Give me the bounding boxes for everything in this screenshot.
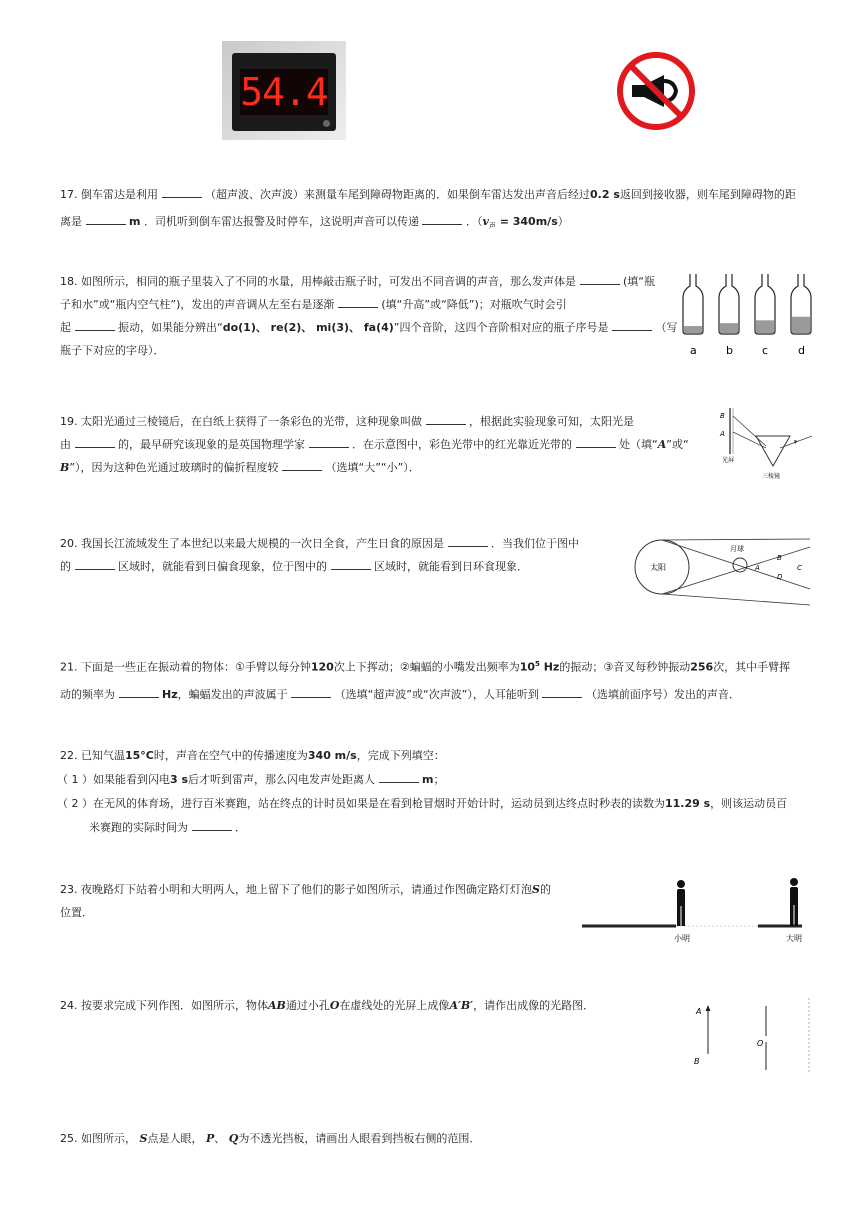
- person-left-icon: [677, 880, 685, 926]
- blank[interactable]: [379, 770, 419, 783]
- blank[interactable]: [75, 557, 115, 570]
- blank[interactable]: [612, 318, 652, 331]
- blank[interactable]: [422, 212, 462, 225]
- blank[interactable]: [75, 318, 115, 331]
- fig23-right-label: 大明: [786, 934, 802, 943]
- question-21: 21. 下面是一些正在振动着的物体：①手臂以每分钟120次上下挥动；②蝙蝠的小嘴发出频率为$10^5$ Hz的振动；③音叉每秒钟振动256次，其中手臂挥 动的频率为 Hz，蝙蝠发出的声波属于 （选填“超声波”或“次声波”），人耳能听到 （选填前面序号）发出的声音．: [60, 660, 791, 701]
- blank[interactable]: [162, 185, 202, 198]
- blank[interactable]: [580, 272, 620, 285]
- pinhole-figure: [690, 996, 815, 1076]
- bottle-water: [720, 323, 738, 333]
- meter-body: [232, 53, 336, 131]
- question-19: 19. 太阳光通过三棱镜后，在白纸上获得了一条彩色的光带，这种现象叫做 ，根据此实验现象可知，太阳光是 由 的，最早研究该现象的是英国物理学家 ．在示意图中，彩色光带中的红光靠近光带的 处（填“A”或“ B”），因为这种色光通过玻璃时的偏折程度较 （选填“大”“小”）．: [60, 410, 689, 479]
- blank[interactable]: [426, 412, 466, 425]
- fig20-label-D: D: [777, 573, 783, 581]
- meter-reading: 54.4: [240, 70, 328, 114]
- blank[interactable]: [448, 534, 488, 547]
- blank[interactable]: [75, 435, 115, 448]
- blank[interactable]: [542, 685, 582, 698]
- bottle-water: [792, 317, 810, 333]
- bottle-label: b: [726, 344, 733, 357]
- blank[interactable]: [282, 458, 322, 471]
- fig23-left-label: 小明: [674, 934, 690, 943]
- no-horn-sign-icon: [614, 51, 698, 131]
- fig24-label-B: B: [694, 1057, 700, 1066]
- blank[interactable]: [309, 435, 349, 448]
- sound-meter-photo: [222, 41, 346, 140]
- bottles-figure: [675, 268, 820, 363]
- fig20-label-C: C: [797, 564, 802, 572]
- question-18: 18. 如图所示，相同的瓶子里装入了不同的水量，用棒敲击瓶子时，可发出不同音调的声音，那么发声体是 (填“瓶 子和水”或“瓶内空气柱”)，发出的声音调从左至右是逐渐 (填“升高”或“降低”)；对瓶吹气时会引 起 振动，如果能分辨出“do(1)、 re(2)、 mi(3)、 fa(4)”四个音阶，这四个音阶相对应的瓶子序号是 （写 瓶子下对应的字母）．: [60, 270, 678, 362]
- blank[interactable]: [119, 685, 159, 698]
- meter-display: [240, 69, 328, 115]
- person-right-icon: [790, 878, 798, 926]
- blank[interactable]: [86, 212, 126, 225]
- blank[interactable]: [291, 685, 331, 698]
- question-25: 25. 如图所示， S点是人眼， P、 Q为不透光挡板，请画出人眼看到挡板右侧的范围．: [60, 1132, 481, 1145]
- blank[interactable]: [338, 295, 378, 308]
- fig24-label-A: A: [696, 1007, 702, 1016]
- question-22: 22. 已知气温15°C时，声音在空气中的传播速度为340 m/s，完成下列填空： （ 1 ）如果能看到闪电3 s后才听到雷声，那么闪电发声处距离人 m； （ 2 ）在无风的体育场，进行百米赛跑，站在终点的计时员如果是在看到枪冒烟时开始计时，运动员到达终点时秒表的读数为11.29 s，则该运动员百 米赛跑的实际时间为 ．: [57, 749, 788, 834]
- fig19-label-B: B: [720, 412, 725, 420]
- meter-light-icon: [323, 120, 330, 127]
- question-20: 20. 我国长江流域发生了本世纪以来最大规模的一次日全食，产生日食的原因是 ．当我们位于图中 的 区域时，就能看到日偏食现象，位于图中的 区域时，就能看到日环食现象．: [60, 532, 579, 578]
- bottle-label: a: [690, 344, 697, 357]
- bottle-water: [684, 326, 702, 333]
- fig19-prism-label: 三棱镜: [762, 473, 781, 480]
- blank[interactable]: [576, 435, 616, 448]
- fig19-screen-label: 光屏: [722, 457, 735, 464]
- shadow-figure: [580, 875, 810, 947]
- fig20-label-A: A: [755, 564, 760, 572]
- bottle-icon: [683, 274, 703, 334]
- question-17: 17. 倒车雷达是利用 （超声波、次声波）来测量车尾到障碍物距离的．如果倒车雷达发出声音后经过0.2 s返回到接收器，则车尾到障碍物的距 离是 m ．司机听到倒车雷达报警及时停车，这说明声音可以传递 ．$(v_声 = 340m/s)$: [60, 183, 796, 238]
- fig24-label-O: O: [757, 1039, 764, 1048]
- blank[interactable]: [192, 818, 232, 831]
- fig20-moon-label: 月球: [730, 545, 744, 553]
- fig20-label-B: B: [777, 554, 782, 562]
- fig19-label-A: A: [720, 430, 725, 438]
- prism-figure: [716, 404, 814, 482]
- bottle-water: [756, 320, 774, 333]
- question-24: 24. 按要求完成下列作图．如图所示，物体AB通过小孔O在虚线处的光屏上成像A′B′，请作出成像的光路图．: [60, 999, 595, 1012]
- blank[interactable]: [331, 557, 371, 570]
- eclipse-figure: [632, 527, 812, 607]
- bottle-label: c: [762, 344, 769, 357]
- fig20-sun-label: 太阳: [650, 563, 666, 572]
- bottle-label: d: [798, 344, 805, 357]
- question-23: 23. 夜晚路灯下站着小明和大明两人，地上留下了他们的影子如图所示，请通过作图确定路灯灯泡S的 位置．: [60, 883, 551, 919]
